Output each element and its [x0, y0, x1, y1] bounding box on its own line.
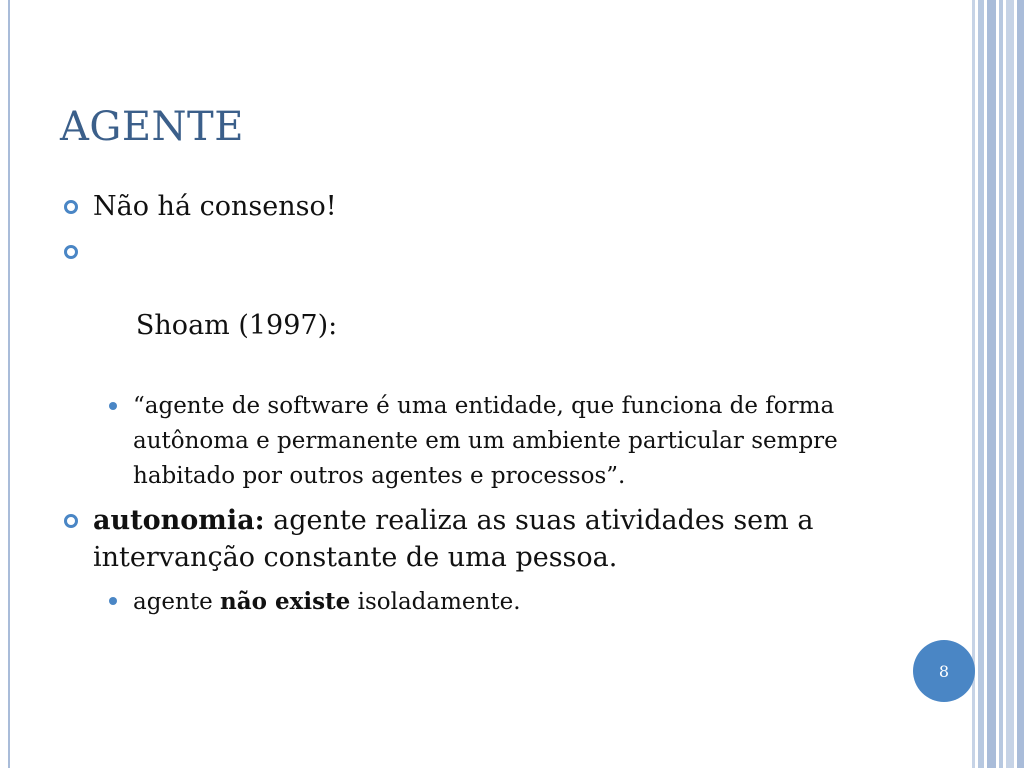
bullet-autonomia [62, 502, 882, 576]
page-number: 8 [938, 661, 950, 681]
bullet-text: agente realiza as suas atividades sem a intervanção constante de uma pessoa. [93, 505, 814, 573]
dot-bullet-icon [109, 402, 117, 410]
slide-title: AGENTE [60, 104, 244, 150]
bullet-consenso [62, 188, 882, 225]
frame-stripe [1017, 0, 1024, 768]
page-number-badge [913, 640, 975, 702]
sub-bullet-bold: não existe [220, 588, 351, 615]
slide-content [62, 188, 882, 628]
slide-frame-left [8, 0, 10, 768]
frame-stripe [972, 0, 975, 768]
sub-bullet-text-after: isoladamente. [350, 589, 521, 615]
sub-bullet-isolation [62, 584, 882, 620]
frame-stripe [999, 0, 1003, 768]
dot-bullet-icon [109, 597, 117, 605]
frame-stripe [1006, 0, 1014, 768]
frame-stripe [978, 0, 984, 768]
bullet-text: Shoam (1997): [127, 310, 338, 341]
sub-bullet-definition [62, 389, 882, 494]
ring-bullet-icon [64, 245, 78, 259]
ring-bullet-icon [64, 514, 78, 528]
frame-stripe [987, 0, 996, 768]
sub-bullet-text: “agente de software é uma entidade, que funciona de forma autônoma e permanente em um ambiente particular sempre habitado por outros agentes e processos”. [133, 393, 838, 489]
bullet-bold-term: autonomia: [93, 505, 265, 536]
slide-frame-right-stripes [972, 0, 1024, 768]
bullet-shoam [62, 233, 882, 381]
sub-list-autonomia [62, 584, 882, 620]
ring-bullet-icon [64, 200, 78, 214]
bullet-text: Não há consenso! [93, 191, 337, 222]
sub-bullet-text-before: agente [133, 589, 221, 615]
sub-list-shoam [62, 389, 882, 494]
